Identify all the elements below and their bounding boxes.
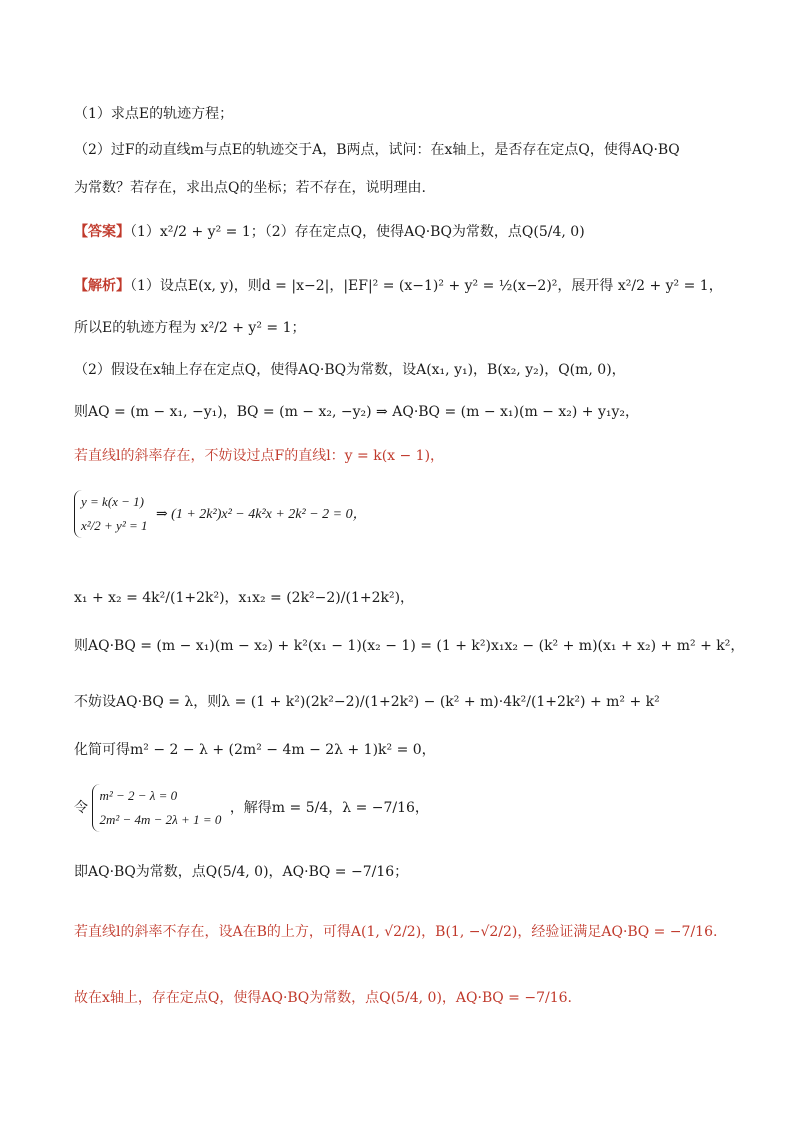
solution-text-1: （1）设点E(x, y)，则d = |x−2|，|EF|² = (x−1)² + y² = ½(x−2)²，展开得 x²/2 + y² = 1， xyxy=(130,278,723,294)
question-part-2-cont: 为常数？若存在，求出点Q的坐标；若不存在，说明理由. xyxy=(74,180,426,196)
answer-label: 【答案】 xyxy=(74,224,130,240)
solution-line-4: 则AQ = (m − x₁, −y₁)，BQ = (m − x₂, −y₂) ⇒ AQ·BQ = (m − x₁)(m − x₂) + y₁y₂， xyxy=(74,404,640,420)
system-brace-2 xyxy=(92,784,221,832)
answer-line xyxy=(74,222,734,242)
solution-line-9: 化简可得m² − 2 − λ + (2m² − 4m − 2λ + 1)k² = 0， xyxy=(74,742,436,758)
solution-line-8: 不妨设AQ·BQ = λ，则λ = (1 + k²)(2k²−2)/(1+2k²) − (k² + m)·4k²/(1+2k²) + m² + k² xyxy=(74,694,660,710)
system-2-result: ，解得m = 5/4，λ = −7/16， xyxy=(229,800,429,816)
solution-line-11: 若直线l的斜率不存在，设A在B的上方，可得A(1, √2/2)，B(1, −√2/2)，经验证满足AQ·BQ = −7/16. xyxy=(74,924,718,940)
solution-line-5: 若直线l的斜率存在，不妨设过点F的直线l：y = k(x − 1)， xyxy=(74,448,445,464)
solution-line-3: （2）假设在x轴上存在定点Q，使得AQ·BQ为常数，设A(x₁, y₁)，B(x₂, y₂)，Q(m, 0)， xyxy=(74,362,626,378)
system-2-row-1: m² − 2 − λ = 0 xyxy=(99,788,178,803)
solution-line-12: 故在x轴上，存在定点Q，使得AQ·BQ为常数，点Q(5/4, 0)，AQ·BQ = −7/16. xyxy=(74,990,572,1006)
solution-line-6: x₁ + x₂ = 4k²/(1+2k²)，x₁x₂ = (2k²−2)/(1+2k²)， xyxy=(74,590,415,606)
solution-line-2: 所以E的轨迹方程为 x²/2 + y² = 1； xyxy=(74,320,306,336)
solution-line-7: 则AQ·BQ = (m − x₁)(m − x₂) + k²(x₁ − 1)(x₂ − 1) = (1 + k²)x₁x₂ − (k² + m)(x₁ + x₂) + m² + k²， xyxy=(74,638,745,654)
solution-line-10: 即AQ·BQ为常数，点Q(5/4, 0)，AQ·BQ = −7/16； xyxy=(74,864,409,880)
system-1-row-1: y = k(x − 1) xyxy=(81,494,145,509)
question-part-1: （1）求点E的轨迹方程； xyxy=(74,106,234,122)
system-2-row-2: 2m² − 4m − 2λ + 1 = 0 xyxy=(99,812,222,827)
let-prefix: 令 xyxy=(74,800,88,816)
answer-text: （1）x²/2 + y² = 1；（2）存在定点Q，使得AQ·BQ为常数，点Q(5/4, 0) xyxy=(130,224,585,240)
system-brace-1 xyxy=(74,490,148,538)
equation-system-2 xyxy=(74,784,734,832)
solution-line-1 xyxy=(74,276,734,296)
system-1-row-2: x²/2 + y² = 1 xyxy=(81,518,148,533)
system-1-result: ⇒ (1 + 2k²)x² − 4k²x + 2k² − 2 = 0， xyxy=(155,507,367,522)
solution-label: 【解析】 xyxy=(74,278,130,294)
question-part-2: （2）过F的动直线m与点E的轨迹交于A，B两点，试问：在x轴上，是否存在定点Q，使得AQ·BQ xyxy=(74,142,680,158)
equation-system-1 xyxy=(74,490,734,538)
